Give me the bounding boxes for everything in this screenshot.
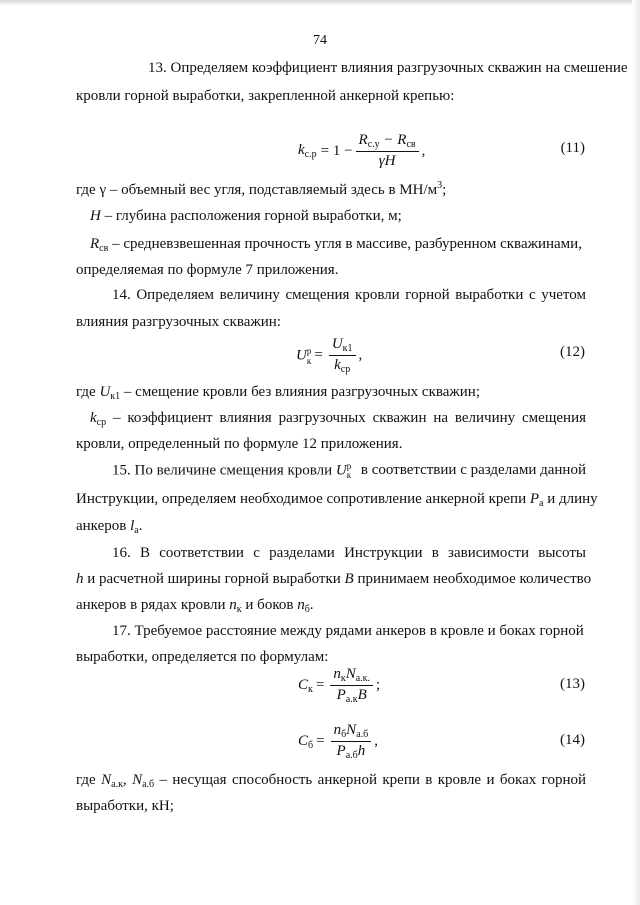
paragraph-17-line2: выработки, определяется по формулам: [76,649,329,665]
paragraph-13-line2: кровли горной выработки, закрепленной анкерной крепью: [76,88,455,104]
paragraph-16-line3: анкеров в рядах кровли $n_к$ и боков $n_б$. [76,597,314,615]
where-r-line2: определяемая по формуле 7 приложения. [76,262,339,278]
where-u: где $U_{к1}$ – смещение кровли без влияния разгрузочных скважин; [76,384,480,402]
formula-12: U р к = $\frac{U_{к1}}{k_{ср}}$ , [296,336,363,375]
where-k: $k_{ср}$ – коэффициент влияния разгрузочных скважин на величину смещения [90,410,586,428]
page-number: 74 [313,33,327,48]
formula-14: $C_б$ = $\frac{n_бN_{а.б}}{P_{а.б}h}$ , [298,722,378,761]
paragraph-17-line1: 17. Требуемое расстояние между рядами анкеров в кровле и боках горной [112,623,584,639]
paragraph-16-line1: 16. В соответствии с разделами Инструкции в зависимости высоты [112,545,586,561]
where-r: $R_{св}$ – средневзвешенная прочность угля в массиве, разбуренном скважинами, [90,236,582,254]
where-gamma: где γ – объемный вес угля, подставляемый здесь в $МН/м^3$; [76,180,447,198]
formula-13: $C_к$ = $\frac{n_кN_{а.к.}}{P_{а.к}B}$ ; [298,666,381,705]
formula-11: $k_{с.р}$ = 1 − $\frac{R_{с.у} - R_{св}}{\gamma H}$ , [298,132,426,169]
where-n-line2: выработки, кН; [76,798,174,814]
where-n: где $N_{а.к}$, $N_{а.б}$ – несущая способность анкерной крепи в кровле и боках горной [76,772,586,790]
equation-number-13: (13) [560,676,585,692]
where-h: H – глубина расположения горной выработки, м; [90,208,402,224]
equation-number-11: (11) [560,140,585,156]
paragraph-16-line2: h и расчетной ширины горной выработки B принимаем необходимое количество [76,571,592,587]
page-top-edge [0,0,640,6]
where-k-line2: кровли, определенный по формуле 12 приложения. [76,436,403,452]
paragraph-15-line2: Инструкции, определяем необходимое сопротивление анкерной крепи $P_а$ и длину [76,491,598,509]
paragraph-15-line3: анкеров $l_а$. [76,518,143,536]
paragraph-13-line1: 13. Определяем коэффициент влияния разгрузочных скважин на смешение [148,60,628,76]
paragraph-15-line1: 15. По величине смещения кровли U р к в соответствии с разделами данной [112,461,586,480]
equation-number-12: (12) [560,344,585,360]
page-right-edge [632,0,640,905]
equation-number-14: (14) [560,732,585,748]
paragraph-14-line1: 14. Определяем величину смещения кровли горной выработки с учетом [112,287,586,303]
paragraph-14-line2: влияния разгрузочных скважин: [76,314,281,330]
